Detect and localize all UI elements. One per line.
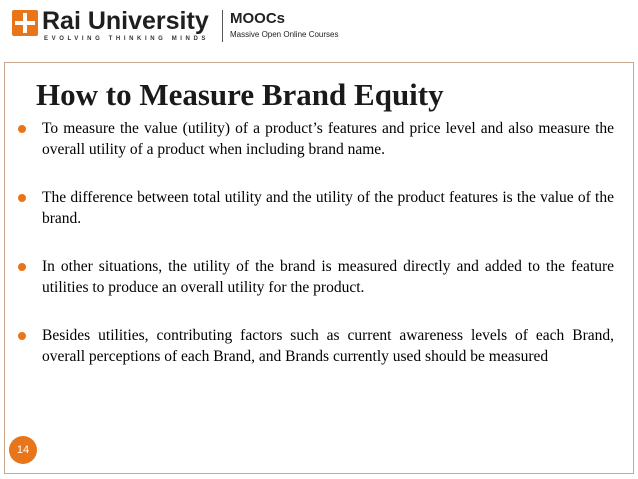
bullet-text: Besides utilities, contributing factors such as current awareness levels of each Brand, overall perceptions of each Brand, and Brands currently used should be measured [42,327,614,365]
bullet-item [16,187,614,229]
bullet-dot-icon [18,332,26,340]
bullet-text: To measure the value (utility) of a product’s features and price level and also measure the overall utility of a product when including brand name. [42,120,614,158]
page-number-badge: 14 [9,436,37,464]
bullet-list [16,118,614,394]
header [8,6,408,46]
bullet-text: The difference between total utility and the utility of the product features is the value of the brand. [42,189,614,227]
frame-right-border [633,62,634,474]
bullet-dot-icon [18,125,26,133]
bullet-text: In other situations, the utility of the brand is measured directly and added to the feature utilities to produce an overall utility for the product. [42,258,614,296]
moocs-title: MOOCs [230,10,286,27]
bullet-item [16,325,614,367]
brand-name: Rai University [42,7,209,35]
slide-title: How to Measure Brand Equity [36,77,444,112]
brand-tagline: EVOLVING THINKING MINDS [44,36,210,42]
bullet-dot-icon [18,194,26,202]
rai-university-logo-icon [12,10,38,36]
frame-top-border [4,62,634,63]
bullet-dot-icon [18,263,26,271]
frame-left-border [4,62,5,474]
bullet-item [16,118,614,160]
frame-bottom-border [4,473,634,474]
bullet-item [16,256,614,298]
moocs-subtitle: Massive Open Online Courses [230,30,339,39]
header-divider [222,10,223,42]
